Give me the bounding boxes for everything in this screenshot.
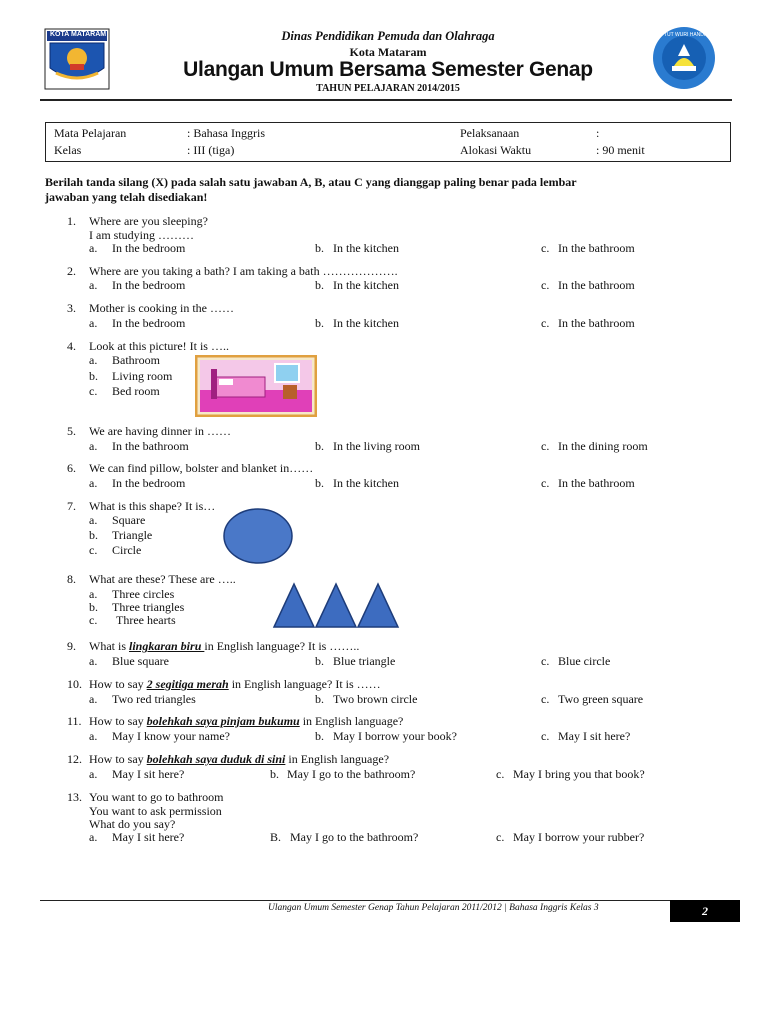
q1-number: 1. [67, 214, 76, 228]
q10-option-b: Two brown circle [333, 692, 418, 706]
q9-text-em: lingkaran biru [129, 639, 205, 653]
instructions-line1: Berilah tanda silang (X) pada salah satu jawaban A, B, atau C yang dianggap paling benar pada lembar [45, 175, 577, 189]
option-letter: c. [89, 613, 98, 627]
time-label: Alokasi Waktu [460, 143, 532, 157]
q8-option-a: Three circles [112, 587, 175, 601]
q9-number: 9. [67, 639, 76, 653]
q3-text: Mother is cooking in the …… [89, 301, 234, 315]
footer-divider [40, 900, 672, 901]
option-letter: b. [315, 316, 324, 330]
q7-text: What is this shape? It is… [89, 499, 216, 513]
option-letter: b. [315, 241, 324, 255]
q8-number: 8. [67, 572, 76, 586]
q8-option-c: Three hearts [116, 613, 176, 627]
q12-number: 12. [67, 752, 82, 766]
logo-left-label: KOTA MATARAM [50, 31, 107, 38]
q1-option-b: In the kitchen [333, 241, 399, 255]
option-letter: b. [315, 439, 324, 453]
option-letter: b. [315, 692, 324, 706]
option-letter: b. [315, 654, 324, 668]
q5-option-b: In the living room [333, 439, 420, 453]
q9-option-c: Blue circle [558, 654, 611, 668]
q7-option-b: Triangle [112, 528, 153, 542]
q1-text2: I am studying ……… [89, 228, 194, 242]
q3-number: 3. [67, 301, 76, 315]
option-letter: B. [270, 830, 282, 844]
option-letter: b. [89, 600, 98, 614]
option-letter: c. [89, 543, 98, 557]
subject-label: Mata Pelajaran [54, 126, 127, 140]
option-letter: c. [496, 767, 505, 781]
option-letter: c. [541, 316, 550, 330]
q4-option-a: Bathroom [112, 353, 160, 367]
option-letter: a. [89, 654, 98, 668]
q12-text [89, 752, 389, 767]
q9-text-pre: What is [89, 639, 129, 653]
bedroom-picture [195, 355, 317, 417]
header-divider [40, 99, 732, 101]
q10-text [89, 677, 381, 692]
q10-option-c: Two green square [558, 692, 644, 706]
q13-text2: You want to ask permission [89, 804, 222, 818]
logo-right-label: TUT WURI HANDAYANI [664, 32, 719, 38]
subject-value: : Bahasa Inggris [187, 126, 265, 140]
option-letter: b. [315, 476, 324, 490]
q12-option-a: May I sit here? [112, 767, 185, 781]
q13-option-c: May I borrow your rubber? [513, 830, 645, 844]
option-letter: a. [89, 316, 98, 330]
option-letter: c. [541, 654, 550, 668]
q2-number: 2. [67, 264, 76, 278]
option-letter: c. [541, 692, 550, 706]
exec-value: : [596, 126, 600, 140]
q9-option-b: Blue triangle [333, 654, 396, 668]
option-letter: a. [89, 729, 98, 743]
q9-text-post: in English language? It is …….. [204, 639, 360, 653]
q6-option-c: In the bathroom [558, 476, 635, 490]
option-letter: c. [541, 278, 550, 292]
q2-text: Where are you taking a bath? I am taking a bath ………………. [89, 264, 398, 278]
q10-text-pre: How to say [89, 677, 147, 691]
option-letter: a. [89, 587, 98, 601]
q10-option-a: Two red triangles [112, 692, 196, 706]
q11-text-post: in English language? [299, 714, 404, 728]
q2-option-a: In the bedroom [112, 278, 186, 292]
q6-option-b: In the kitchen [333, 476, 399, 490]
q1-option-c: In the bathroom [558, 241, 635, 255]
q6-option-a: In the bedroom [112, 476, 186, 490]
q11-text [89, 714, 403, 729]
q3-option-c: In the bathroom [558, 316, 635, 330]
q3-option-a: In the bedroom [112, 316, 186, 330]
option-letter: c. [496, 830, 505, 844]
time-value: : 90 menit [596, 143, 645, 157]
three-triangles-shape [272, 582, 402, 628]
instructions-line2: jawaban yang telah disediakan! [45, 190, 208, 204]
q2-option-c: In the bathroom [558, 278, 635, 292]
q3-option-b: In the kitchen [333, 316, 399, 330]
q5-option-c: In the dining room [558, 439, 648, 453]
option-letter: c. [541, 476, 550, 490]
footer-text: Ulangan Umum Semester Genap Tahun Pelajaran 2011/2012 | Bahasa Inggris Kelas 3 [268, 903, 599, 913]
blue-circle-shape [223, 508, 293, 564]
option-letter: b. [315, 729, 324, 743]
q12-text-em: bolehkah saya duduk di sini [146, 752, 286, 766]
q11-option-c: May I sit here? [558, 729, 631, 743]
q10-text-post: in English language? It is …… [228, 677, 381, 691]
q4-number: 4. [67, 339, 76, 353]
header-line2: Kota Mataram [349, 45, 427, 59]
q11-number: 11. [67, 714, 82, 728]
q2-option-b: In the kitchen [333, 278, 399, 292]
q6-number: 6. [67, 461, 76, 475]
option-letter: a. [89, 767, 98, 781]
option-letter: a. [89, 241, 98, 255]
option-letter: c. [541, 729, 550, 743]
q13-option-b: May I go to the bathroom? [290, 830, 419, 844]
q8-text: What are these? These are ….. [89, 572, 236, 586]
option-letter: a. [89, 830, 98, 844]
q11-text-pre: How to say [89, 714, 147, 728]
exec-label: Pelaksanaan [460, 126, 520, 140]
option-letter: a. [89, 692, 98, 706]
option-letter: a. [89, 513, 98, 527]
q9-text [89, 639, 359, 654]
q5-text: We are having dinner in …… [89, 424, 231, 438]
page-number: 2 [670, 900, 740, 922]
option-letter: a. [89, 353, 98, 367]
option-letter: b. [315, 278, 324, 292]
class-label: Kelas [54, 143, 82, 157]
q5-option-a: In the bathroom [112, 439, 189, 453]
option-letter: a. [89, 278, 98, 292]
q1-text: Where are you sleeping? [89, 214, 208, 228]
q12-option-c: May I bring you that book? [513, 767, 645, 781]
header-line1: Dinas Pendidikan Pemuda dan Olahraga [281, 29, 495, 43]
q11-text-em: bolehkah saya pinjam bukumu [146, 714, 300, 728]
q4-option-b: Living room [112, 369, 173, 383]
class-value: : III (tiga) [187, 143, 235, 157]
q13-text3: What do you say? [89, 817, 176, 831]
option-letter: b. [270, 767, 279, 781]
q8-option-b: Three triangles [112, 600, 185, 614]
q12-option-b: May I go to the bathroom? [287, 767, 416, 781]
q13-option-a: May I sit here? [112, 830, 185, 844]
q13-text: You want to go to bathroom [89, 790, 224, 804]
q7-option-a: Square [112, 513, 146, 527]
option-letter: b. [89, 528, 98, 542]
q13-number: 13. [67, 790, 82, 804]
q6-text: We can find pillow, bolster and blanket in…… [89, 461, 314, 475]
option-letter: b. [89, 369, 98, 383]
q4-option-c: Bed room [112, 384, 160, 398]
q10-number: 10. [67, 677, 82, 691]
option-letter: a. [89, 476, 98, 490]
option-letter: c. [541, 241, 550, 255]
q11-option-a: May I know your name? [112, 729, 230, 743]
q10-text-em: 2 segitiga merah [146, 677, 229, 691]
q7-option-c: Circle [112, 543, 142, 557]
q7-number: 7. [67, 499, 76, 513]
option-letter: c. [89, 384, 98, 398]
option-letter: a. [89, 439, 98, 453]
option-letter: c. [541, 439, 550, 453]
school-year: TAHUN PELAJARAN 2014/2015 [316, 83, 460, 94]
q5-number: 5. [67, 424, 76, 438]
q1-option-a: In the bedroom [112, 241, 186, 255]
q9-option-a: Blue square [112, 654, 169, 668]
q4-text: Look at this picture! It is ….. [89, 339, 229, 353]
q12-text-pre: How to say [89, 752, 147, 766]
page-title: Ulangan Umum Bersama Semester Genap [183, 58, 593, 81]
q12-text-post: in English language? [285, 752, 390, 766]
q11-option-b: May I borrow your book? [333, 729, 457, 743]
